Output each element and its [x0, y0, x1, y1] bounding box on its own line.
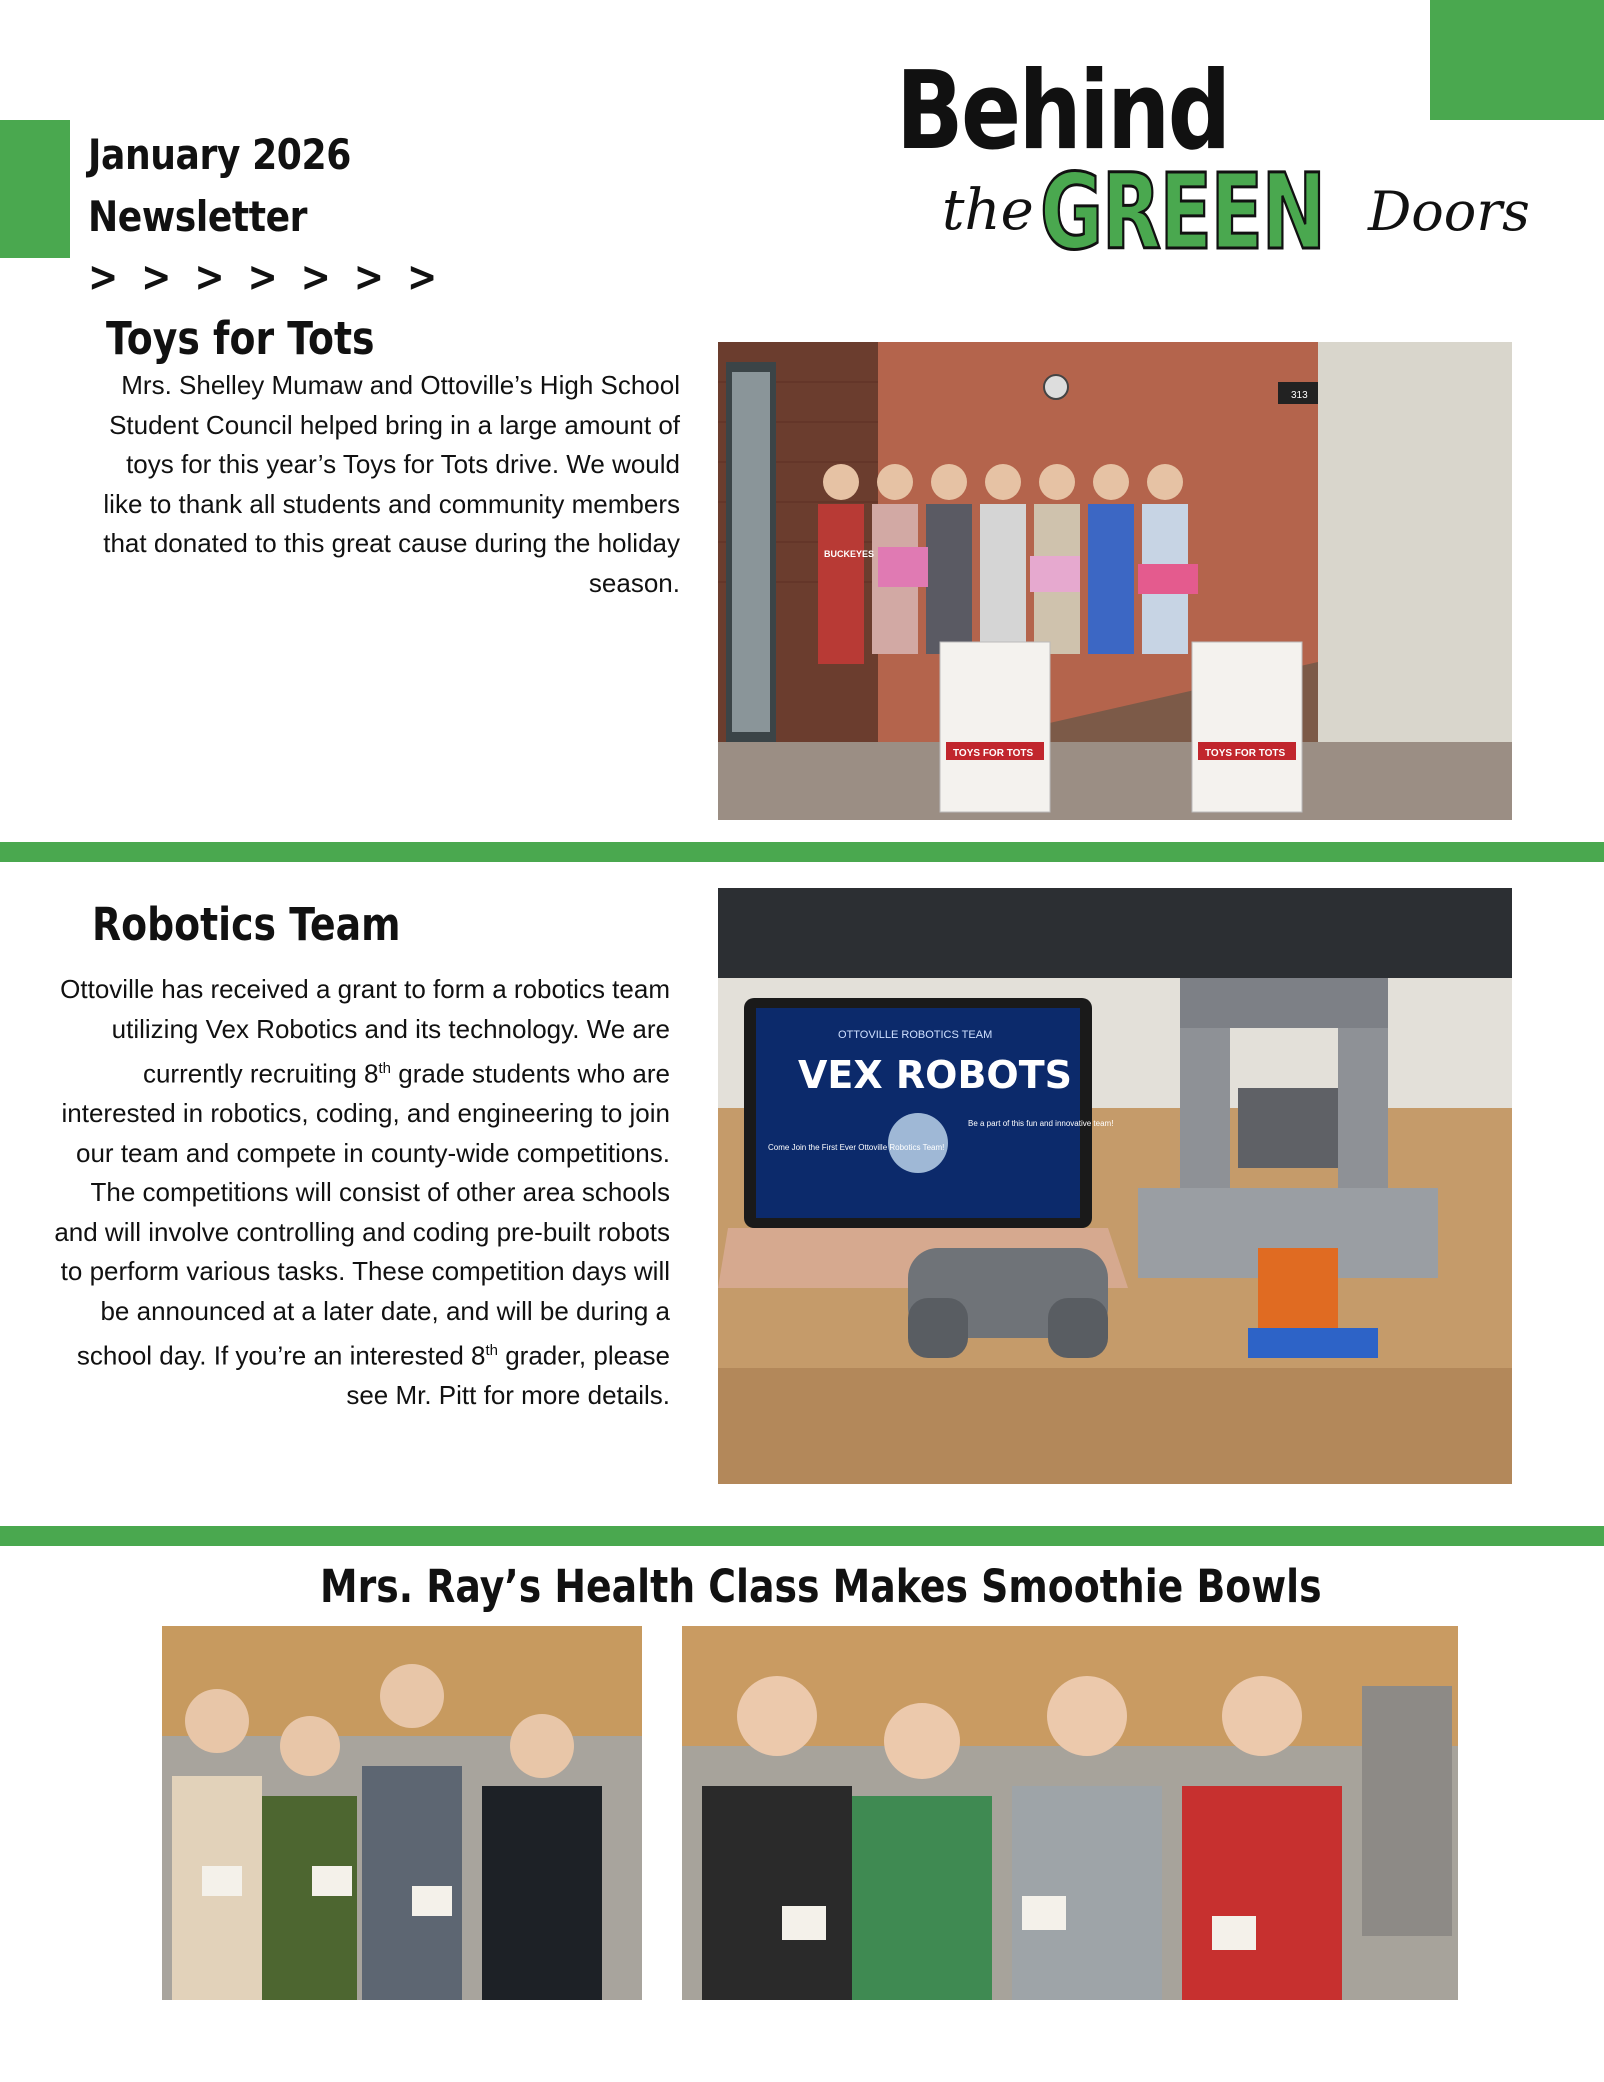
smoothie-boys-photo	[162, 1626, 642, 2000]
sweatshirt-text: BUCKEYES	[824, 549, 875, 559]
masthead-behind: Behind	[896, 49, 1229, 174]
masthead-green: GREEN	[1040, 151, 1325, 273]
screen-header: OTTOVILLE ROBOTICS TEAM	[838, 1029, 993, 1041]
masthead-doors: Doors	[1368, 180, 1530, 243]
section-divider	[0, 842, 1604, 862]
robotics-photo	[718, 888, 1512, 1484]
section-divider	[0, 1526, 1604, 1546]
toys-for-tots-photo	[718, 342, 1512, 820]
green-accent-block-right	[1430, 0, 1604, 120]
issue-type: Newsletter	[88, 192, 308, 241]
screen-right-text: Be a part of this fun and innovative team!	[968, 1119, 1114, 1128]
room-sign: 313	[1291, 390, 1308, 401]
masthead-the: the	[942, 178, 1034, 243]
robotics-team-title: Robotics Team	[92, 898, 401, 951]
box-label-1: TOYS FOR TOTS	[953, 748, 1034, 759]
green-accent-block-left	[0, 120, 70, 258]
arrows-decoration: > > > > > > >	[88, 252, 443, 301]
smoothie-girls-photo	[682, 1626, 1458, 2000]
toys-for-tots-title: Toys for Tots	[106, 312, 375, 365]
screen-title: VEX ROBOTS	[798, 1053, 1073, 1097]
smoothie-bowls-title: Mrs. Ray’s Health Class Makes Smoothie Bowls	[320, 1560, 1322, 1613]
toys-for-tots-body: Mrs. Shelley Mumaw and Ottoville’s High School Student Council helped bring in a large amount of toys for this year’s Toys for Tots drive. We would like to thank all students and community members that donated to this great cause during the holiday season.	[103, 370, 680, 598]
issue-date: January 2026	[88, 130, 351, 179]
screen-left-text: Come Join the First Ever Ottoville Robotics Team!	[768, 1143, 945, 1152]
robotics-team-body: Ottoville has received a grant to form a robotics team utilizing Vex Robotics and its technology. We are currently recruiting 8th grade students who are interested in robotics, coding, and engineering to join our team and compete in county-wide competitions. The competitions will consist of other area schools and will involve controlling and coding pre-built robots to perform various tasks. These competition days will be announced at a later date, and will be during a school day. If you’re an interested 8th grader, please see Mr. Pitt for more details.	[54, 974, 670, 1411]
box-label-2: TOYS FOR TOTS	[1205, 748, 1286, 759]
